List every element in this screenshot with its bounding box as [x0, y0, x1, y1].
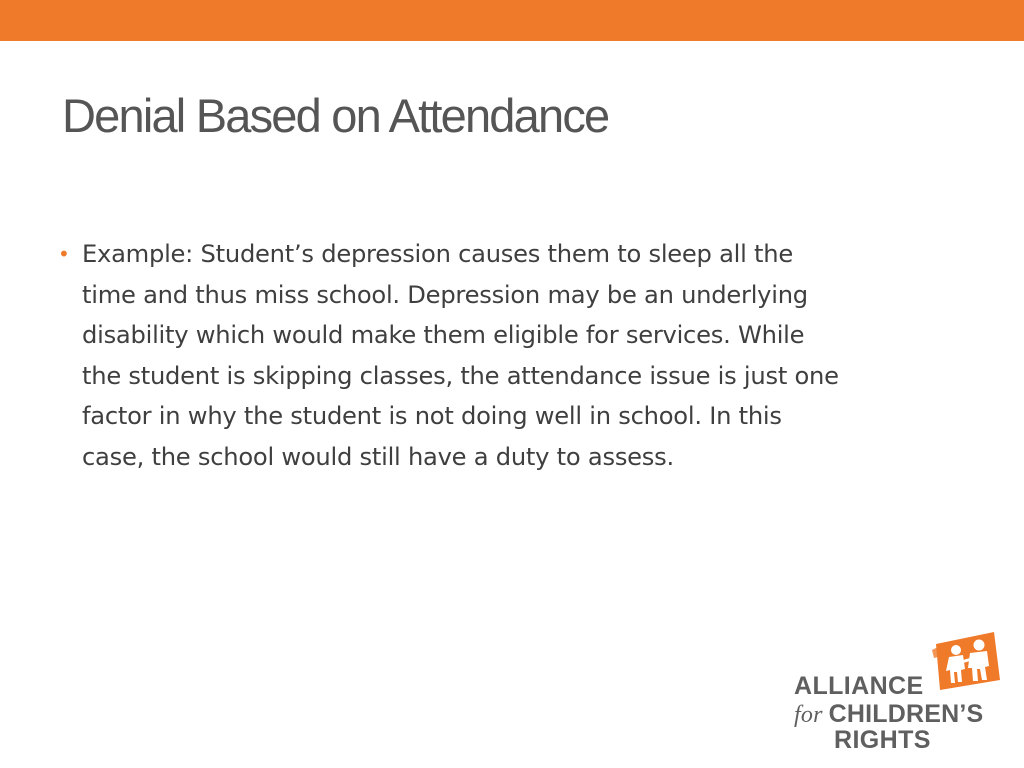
logo-text-line2: [794, 700, 983, 729]
slide-title: Denial Based on Attendance: [62, 89, 609, 142]
bullet-item: [58, 234, 958, 477]
bullet-line: factor in why the student is not doing well in school. In this: [82, 402, 782, 430]
children-figures-icon: [930, 630, 1002, 692]
logo-text-rights: RIGHTS: [834, 726, 931, 754]
logo-text-alliance: ALLIANCE: [794, 672, 924, 700]
logo-text-for: for: [794, 702, 823, 728]
alliance-logo: [790, 630, 1020, 754]
logo-text-childrens: CHILDREN’S: [828, 700, 984, 728]
bullet-line: case, the school would still have a duty to assess.: [82, 442, 674, 471]
bullet-line: Example: Student’s depression causes them to sleep all the: [82, 240, 793, 268]
bullet-list: [58, 234, 958, 477]
bullet-line: the student is skipping classes, the attendance issue is just one: [82, 361, 839, 390]
bullet-line: time and thus miss school. Depression may be an underlying: [82, 280, 808, 309]
bullet-line: disability which would make them eligible for services. While: [82, 321, 805, 349]
top-accent-bar: [0, 0, 1024, 41]
bullet-marker: •: [58, 242, 70, 266]
